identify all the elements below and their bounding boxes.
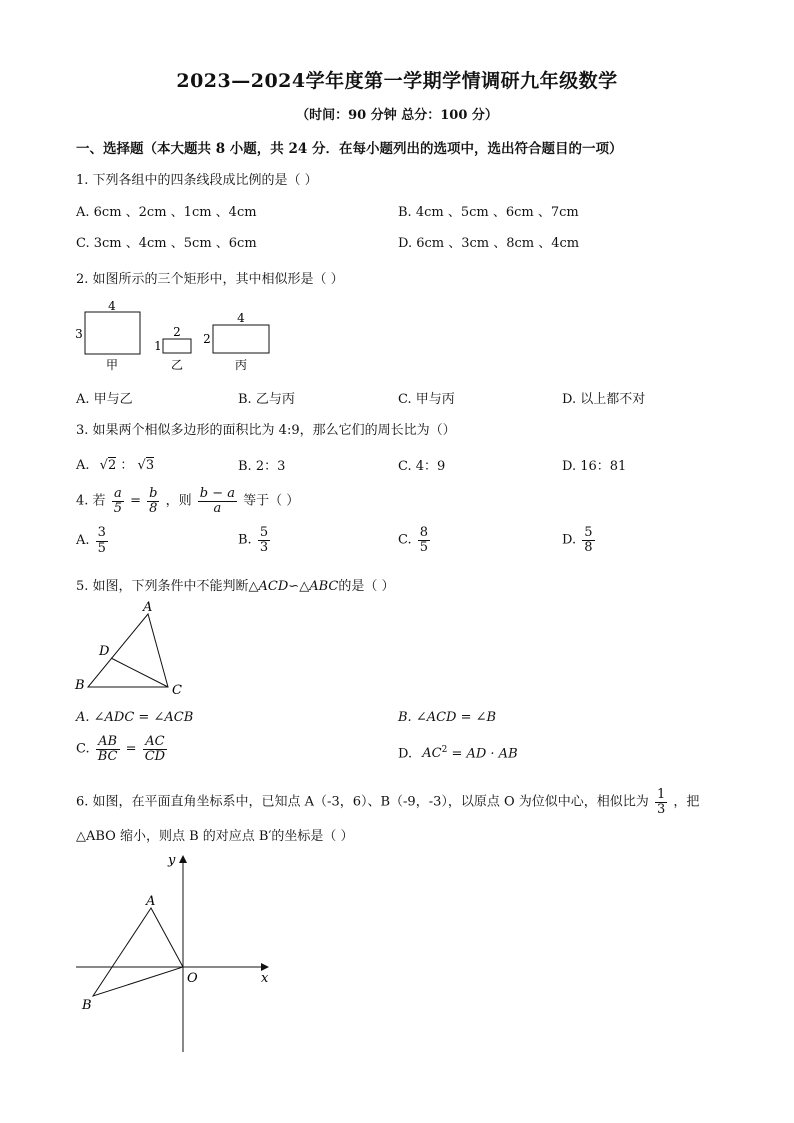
point-b-label: B — [82, 998, 92, 1013]
question-6-line1 — [76, 788, 699, 816]
frac-num: 1 — [656, 787, 666, 802]
q3-option-c: C. 4：9 — [398, 459, 446, 474]
frac-num: AB — [96, 735, 120, 750]
rectangle-bing — [213, 325, 269, 353]
question-4-stem — [76, 487, 299, 515]
q1-option-d: D. 6cm 、3cm 、8cm 、4cm — [398, 236, 580, 251]
fraction-ab-over-bc — [96, 735, 120, 763]
frac-num: b — [149, 486, 158, 501]
rect-jia-top-label: 4 — [108, 299, 116, 313]
page-title: 2023—2024学年度第一学期学情调研九年级数学 — [176, 70, 618, 92]
option-label: D. — [562, 532, 577, 548]
q5-stem-pre: 5. 如图，下列条件中不能判断 — [76, 579, 249, 594]
triangle-abc-figure — [70, 598, 200, 698]
frac-num: 3 — [97, 525, 106, 540]
q5-option-c — [76, 735, 169, 763]
q4-mid: ，则 — [165, 493, 192, 509]
sqrt-radicand-2: 3 — [145, 458, 155, 473]
vertex-d-label: D — [99, 644, 110, 659]
rectangle-jia — [85, 312, 140, 354]
q4-option-a — [76, 526, 110, 555]
q3-option-b: B. 2：3 — [238, 459, 286, 474]
option-label: B. — [238, 532, 252, 548]
vertex-c-label: C — [172, 683, 182, 698]
q4-option-c — [398, 526, 432, 554]
option-fraction — [96, 526, 108, 555]
q5-option-b: B. ∠ACD = ∠B — [398, 710, 497, 725]
question-1-stem: 1. 下列各组中的四条线段成比例的是（ ） — [76, 173, 318, 188]
fraction-b-over-8 — [147, 487, 159, 515]
rect-jia-name: 甲 — [105, 358, 119, 372]
q3-option-d: D. 16：81 — [562, 459, 627, 474]
option-label: C. — [398, 532, 412, 548]
rect-bing-side-label: 2 — [203, 332, 211, 346]
q5-stem-math: △ACD∽△ABC — [248, 579, 339, 594]
frac-den: BC — [97, 748, 118, 764]
q2-option-c: C. 甲与丙 — [398, 392, 455, 407]
rect-bing-name: 丙 — [234, 358, 248, 372]
option-label: D. — [398, 746, 413, 762]
sqrt-symbol-2: √3 — [137, 458, 155, 473]
segment-cd — [111, 658, 168, 687]
frac-den: 5 — [419, 539, 429, 555]
section-heading: 一、选择题（本大题共 8 小题，共 24 分．在每小题列出的选项中，选出符合题目的一项） — [76, 141, 623, 157]
rect-yi-top-label: 2 — [173, 325, 181, 339]
rect-bing-top-label: 4 — [237, 311, 245, 325]
frac-den: 8 — [149, 500, 158, 516]
equals: = — [130, 493, 142, 509]
frac-num: 8 — [419, 525, 429, 540]
triangle-abo — [93, 908, 183, 996]
coordinate-figure — [70, 850, 280, 1060]
sqrt-radicand-1: 2 — [107, 458, 117, 473]
fraction-a-over-5 — [112, 487, 124, 515]
frac-den: 5 — [113, 500, 122, 516]
q3-option-a-label: A. — [76, 458, 90, 473]
q5-stem-post: 的是（ ） — [338, 579, 395, 594]
q6-line1-post: ，把 — [673, 794, 700, 810]
option-fraction — [258, 526, 270, 554]
frac-den: a — [213, 500, 222, 516]
q3-option-a — [76, 454, 154, 473]
frac-den: CD — [144, 748, 166, 764]
frac-num: 5 — [259, 525, 269, 540]
ratio-fraction — [655, 788, 667, 816]
rect-yi-side-label: 1 — [154, 339, 162, 353]
frac-num: AC — [143, 735, 167, 750]
q2-option-d: D. 以上都不对 — [562, 392, 646, 407]
vertex-b-label: B — [75, 678, 85, 693]
ratio-sep: ： — [120, 458, 134, 473]
equals: = — [125, 741, 137, 757]
option-fraction — [582, 526, 594, 554]
q1-option-a: A. 6cm 、2cm 、1cm 、4cm — [76, 205, 257, 220]
rectangle-yi — [163, 339, 191, 353]
option-label: C. — [76, 741, 90, 757]
exam-info: （时间：90 分钟 总分：100 分） — [296, 108, 498, 123]
frac-num: a — [112, 487, 124, 502]
rect-yi-name: 乙 — [170, 358, 184, 372]
q5-option-a: A. ∠ADC = ∠ACB — [76, 710, 194, 725]
d-rest: = AD · AB — [447, 746, 518, 762]
question-2-stem: 2. 如图所示的三个矩形中，其中相似形是（ ） — [76, 272, 344, 287]
q1-option-c: C. 3cm 、4cm 、5cm 、6cm — [76, 236, 257, 251]
origin-label: O — [187, 971, 198, 986]
q4-prefix: 4. 若 — [76, 493, 106, 509]
q5-option-d — [398, 745, 518, 761]
d-term: AC — [422, 746, 442, 762]
frac-num: 5 — [584, 525, 593, 540]
option-fraction — [418, 526, 430, 554]
q4-suffix: 等于（ ） — [243, 493, 300, 509]
question-3-stem: 3. 如果两个相似多边形的面积比为 4:9，那么它们的周长比为（） — [76, 423, 456, 438]
frac-den: 3 — [656, 801, 666, 817]
fraction-b-minus-a-over-a — [198, 487, 237, 515]
q4-option-d — [562, 526, 597, 554]
x-axis-label: x — [261, 971, 269, 986]
frac-den: 5 — [97, 540, 106, 556]
frac-den: 3 — [259, 539, 269, 555]
d-exponent: 2 — [441, 745, 448, 755]
rectangles-figure — [70, 296, 290, 376]
q4-option-b — [238, 526, 272, 554]
rect-jia-side-label: 3 — [75, 327, 83, 341]
q1-option-b: B. 4cm 、5cm 、6cm 、7cm — [398, 205, 579, 220]
frac-num: b − a — [199, 486, 236, 501]
option-label: A. — [76, 533, 90, 549]
question-5-stem — [76, 575, 394, 594]
y-axis-label: y — [168, 853, 176, 868]
point-a-label: A — [146, 894, 156, 909]
frac-den: 8 — [584, 539, 593, 555]
fraction-ac-over-cd — [143, 735, 167, 763]
question-6-line2: △ABO 缩小，则点 B 的对应点 B′的坐标是（ ） — [76, 829, 354, 844]
vertex-a-label: A — [143, 600, 153, 615]
q6-line1-pre: 6. 如图，在平面直角坐标系中，已知点 A（-3，6）、B（-9，-3），以原点 O 为位似中心，相似比为 — [76, 794, 649, 810]
q2-option-a: A. 甲与乙 — [76, 392, 133, 407]
q2-option-b: B. 乙与丙 — [238, 392, 295, 407]
sqrt-symbol-1: √2 — [99, 458, 117, 473]
